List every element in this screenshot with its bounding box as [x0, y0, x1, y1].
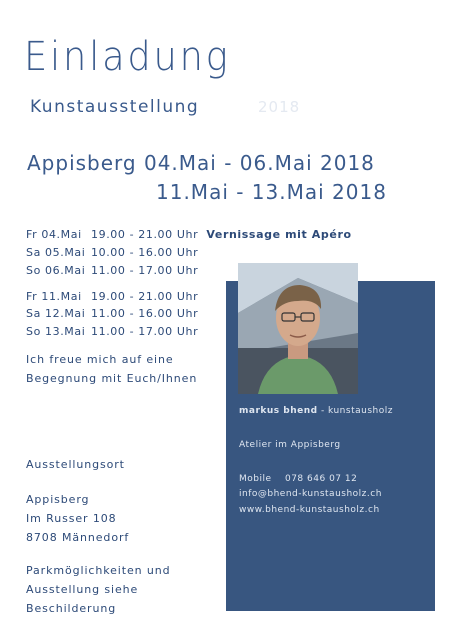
schedule-row [26, 228, 352, 241]
schedule-day: So 13.Mai [26, 325, 86, 338]
artist-website[interactable]: www.bhend-kunstausholz.ch [239, 505, 380, 515]
schedule-time: 19.00 - 21.00 Uhr [91, 228, 199, 241]
schedule-time: 11.00 - 17.00 Uhr [91, 264, 199, 277]
artist-mobile-line [239, 474, 357, 484]
schedule-row [26, 325, 198, 338]
artist-suffix: - kunstausholz [317, 406, 393, 416]
date-range-1: Appisberg 04.Mai - 06.Mai 2018 [27, 151, 375, 175]
schedule-row [26, 290, 198, 303]
mobile-number: 078 646 07 12 [284, 474, 358, 484]
parking-line: Beschilderung [26, 602, 117, 615]
schedule-day: Sa 12.Mai [26, 307, 86, 320]
date-range-2: 11.Mai - 13.Mai 2018 [156, 180, 387, 204]
faded-year: 2018 [258, 98, 301, 116]
artist-name-line [239, 406, 393, 416]
page-subtitle: Kunstausstellung [30, 97, 200, 117]
schedule-day: Fr 04.Mai [26, 228, 82, 241]
schedule-time: 19.00 - 21.00 Uhr [91, 290, 199, 303]
artist-photo [238, 263, 358, 394]
location-city: 8708 Männedorf [26, 531, 130, 544]
parking-line: Parkmöglichkeiten und [26, 564, 171, 577]
schedule-note: Vernissage mit Apéro [206, 228, 352, 241]
location-place: Appisberg [26, 493, 90, 506]
location-street: Im Russer 108 [26, 512, 117, 525]
artist-name: markus bhend [239, 406, 318, 416]
artist-email[interactable]: info@bhend-kunstausholz.ch [239, 489, 382, 499]
schedule-row [26, 264, 198, 277]
page-title: Einladung [24, 34, 231, 80]
location-heading: Ausstellungsort [26, 458, 125, 471]
schedule-day: Sa 05.Mai [26, 246, 86, 259]
schedule-row [26, 307, 198, 320]
greeting-line: Begegnung mit Euch/Ihnen [26, 372, 198, 385]
artist-atelier: Atelier im Appisberg [239, 440, 341, 450]
mobile-label: Mobile [239, 474, 272, 484]
parking-info [26, 561, 171, 618]
schedule-time: 11.00 - 16.00 Uhr [91, 307, 199, 320]
schedule-time: 10.00 - 16.00 Uhr [91, 246, 199, 259]
greeting-line: Ich freue mich auf eine [26, 353, 174, 366]
schedule-row [26, 246, 198, 259]
parking-line: Ausstellung siehe [26, 583, 139, 596]
greeting [26, 350, 197, 388]
schedule-time: 11.00 - 17.00 Uhr [91, 325, 199, 338]
schedule-day: So 06.Mai [26, 264, 86, 277]
schedule-day: Fr 11.Mai [26, 290, 82, 303]
location-address [26, 490, 129, 547]
